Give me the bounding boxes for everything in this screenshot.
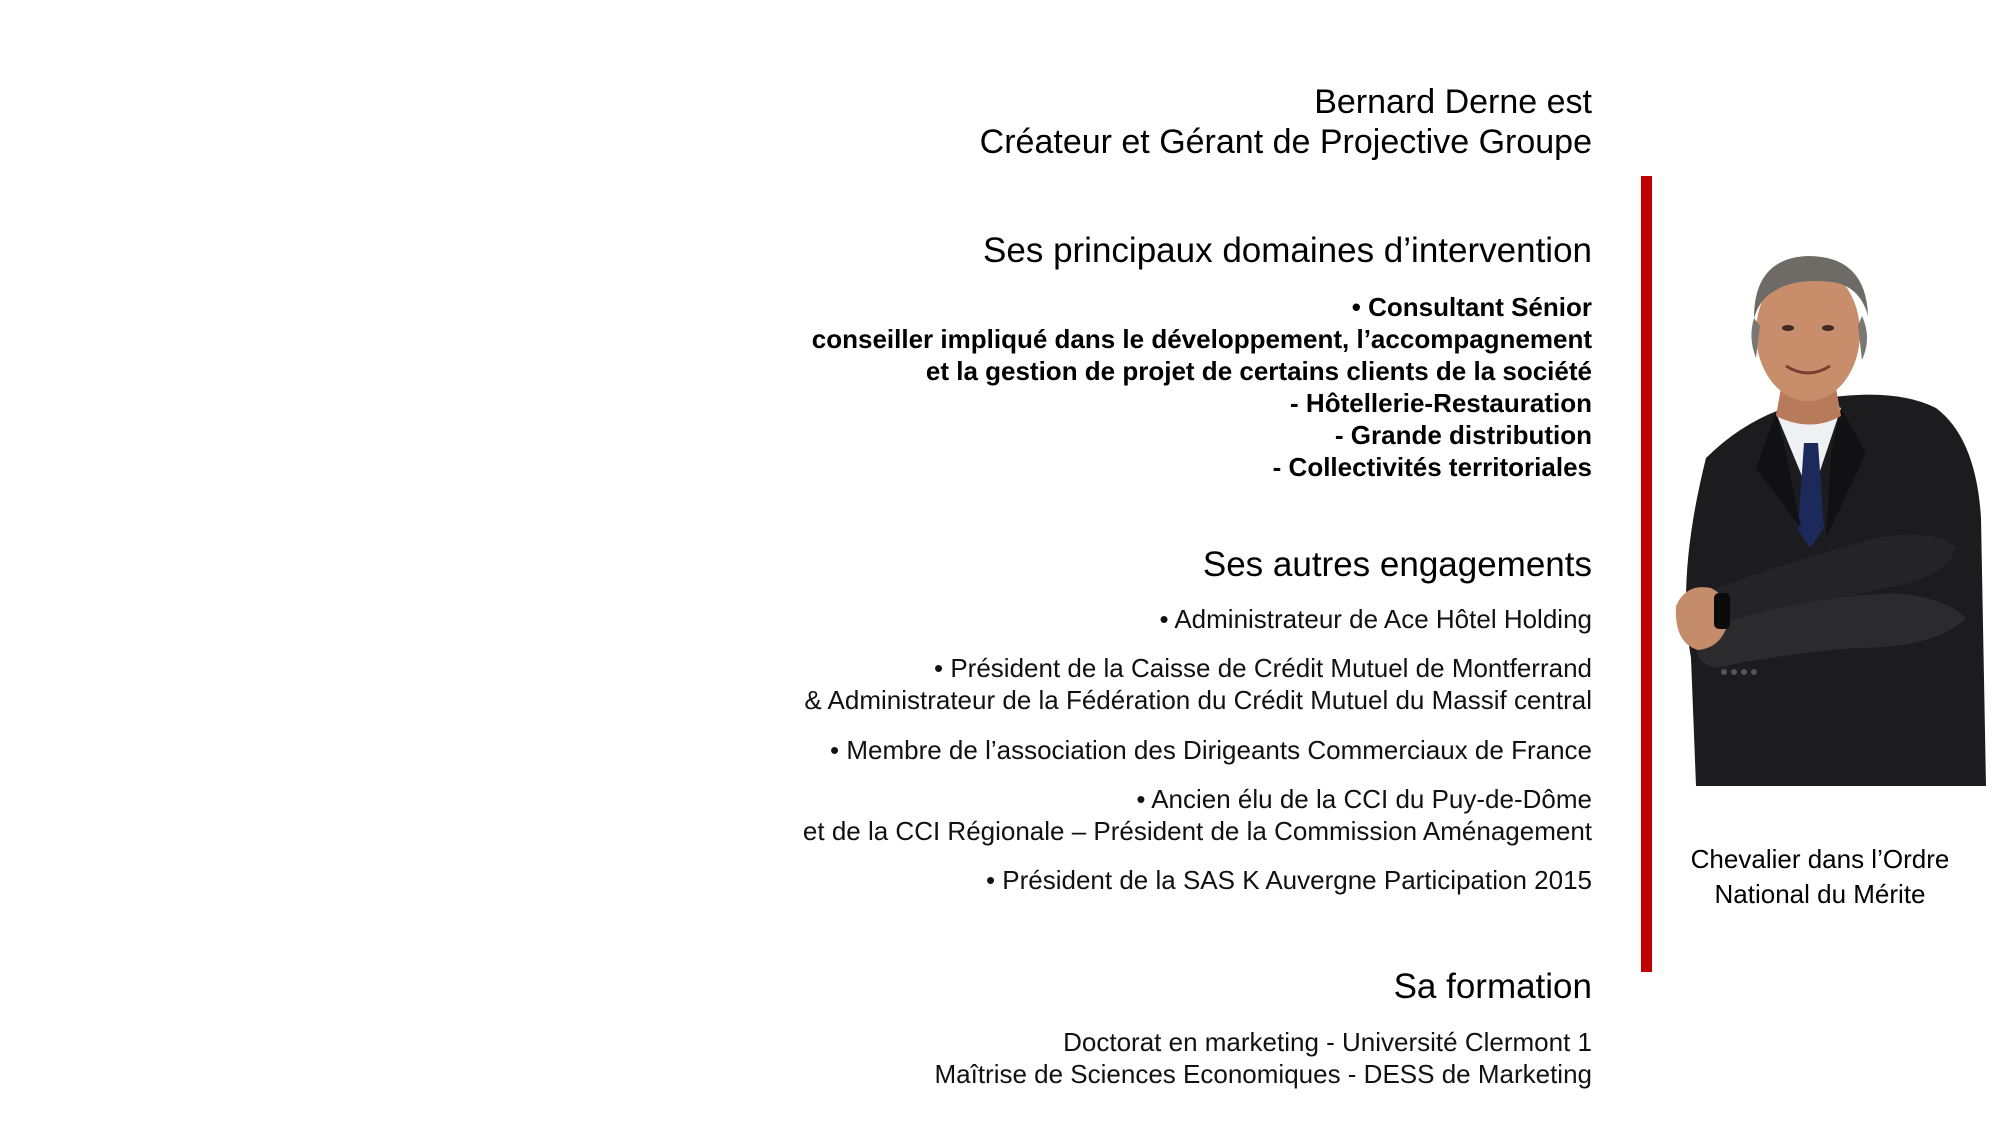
caption-line-2: National du Mérite: [1714, 879, 1926, 909]
engagement-item: [803, 783, 1592, 847]
formation-heading: Sa formation: [1393, 967, 1592, 1006]
portrait-photo: [1636, 238, 1986, 786]
domaines-list: [812, 291, 1592, 483]
domaines-line: - Grande distribution: [1334, 420, 1592, 450]
domaines-line: - Collectivités territoriales: [1272, 452, 1592, 482]
engagement-item: [986, 864, 1592, 896]
engagement-line: et de la CCI Régionale – Président de la Commission Aménagement: [802, 816, 1592, 846]
engagement-line: • Membre de l’association des Dirigeants Commerciaux de France: [830, 735, 1592, 765]
formation-line: Maîtrise de Sciences Economiques - DESS de Marketing: [934, 1059, 1592, 1089]
formation-list: [934, 1026, 1592, 1090]
domaines-line: et la gestion de projet de certains clients de la société: [925, 356, 1592, 386]
engagement-line: • Président de la Caisse de Crédit Mutuel de Montferrand: [934, 653, 1592, 683]
domaines-line: conseiller impliqué dans le développement, l’accompagnement: [811, 324, 1592, 354]
engagement-line: & Administrateur de la Fédération du Crédit Mutuel du Massif central: [804, 685, 1592, 715]
domaines-line: - Hôtellerie-Restauration: [1290, 388, 1592, 418]
engagement-item: [804, 652, 1592, 716]
engagement-item: [830, 734, 1592, 766]
engagement-line: • Président de la SAS K Auvergne Participation 2015: [985, 865, 1592, 895]
engagement-line: • Ancien élu de la CCI du Puy-de-Dôme: [1136, 784, 1592, 814]
engagements-heading: Ses autres engagements: [1202, 545, 1592, 584]
domaines-heading: Ses principaux domaines d’intervention: [983, 231, 1592, 270]
domaines-line: • Consultant Sénior: [1351, 292, 1592, 322]
header-line-2: Créateur et Gérant de Projective Groupe: [979, 123, 1592, 161]
photo-caption: [1660, 842, 1980, 912]
formation-line: Doctorat en marketing - Université Clermont 1: [1063, 1027, 1592, 1057]
engagement-item: [1159, 603, 1592, 635]
caption-line-1: Chevalier dans l’Ordre: [1690, 844, 1950, 874]
header-line-1: Bernard Derne est: [1314, 83, 1592, 121]
engagement-line: • Administrateur de Ace Hôtel Holding: [1159, 604, 1592, 634]
header-title: [980, 82, 1592, 162]
